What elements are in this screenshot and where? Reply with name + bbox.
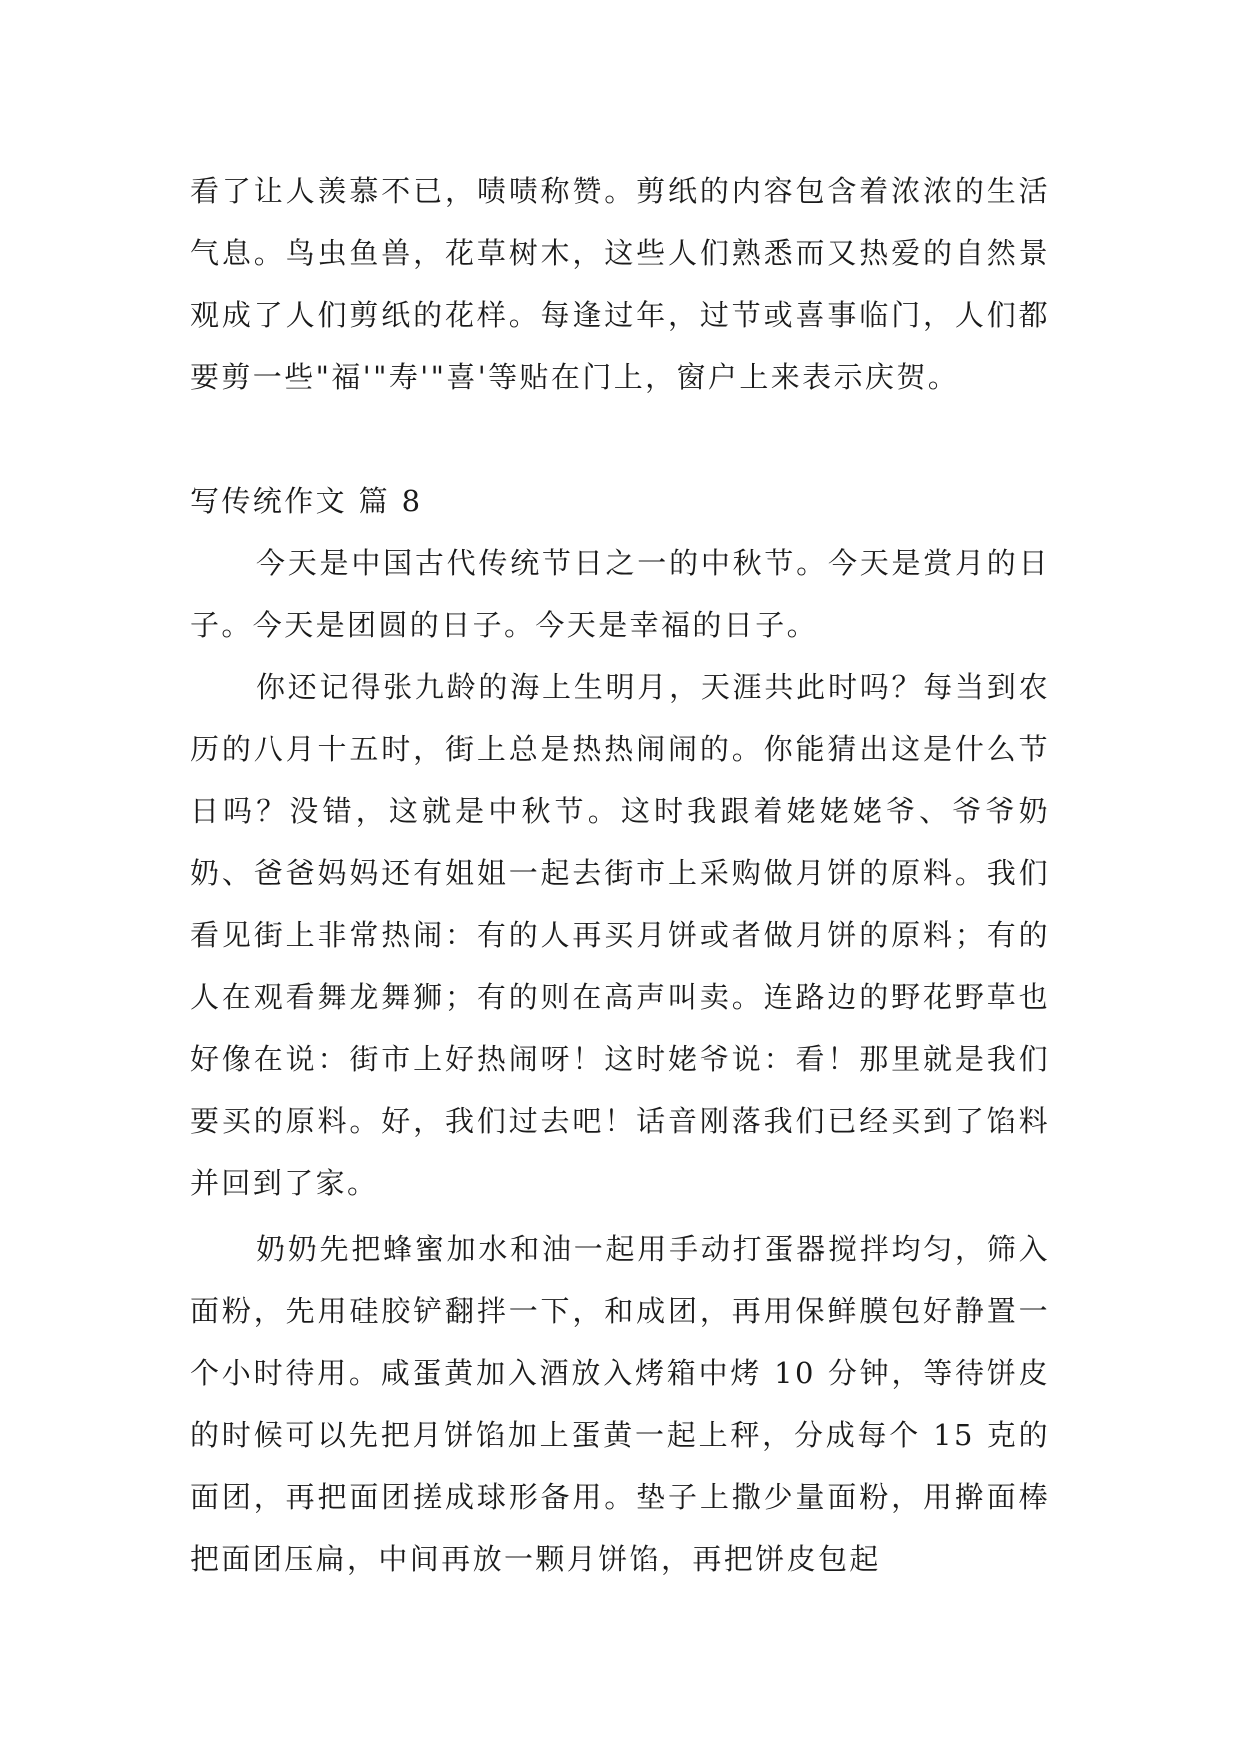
document-page (190, 160, 1050, 1590)
lead-paragraph: 看了让人羡慕不已，啧啧称赞。剪纸的内容包含着浓浓的生活气息。鸟虫鱼兽，花草树木，这些人们熟悉而又热爱的自然景观成了人们剪纸的花样。每逢过年，过节或喜事临门，人们都要剪一些"福'"寿'"喜'等贴在门上，窗户上来表示庆贺。 (190, 174, 1050, 394)
section-spacer (190, 408, 1050, 470)
body-paragraph: 你还记得张九龄的海上生明月，天涯共此时吗？每当到农历的八月十五时，街上总是热热闹闹的。你能猜出这是什么节日吗？没错，这就是中秋节。这时我跟着姥姥姥爷、爷爷奶奶、爸爸妈妈还有姐姐一起去街市上采购做月饼的原料。我们看见街上非常热闹：有的人再买月饼或者做月饼的原料；有的人在观看舞龙舞狮；有的则在高声叫卖。连路边的野花野草也好像在说：街市上好热闹呀！这时姥爷说：看！那里就是我们要买的原料。好，我们过去吧！话音刚落我们已经买到了馅料并回到了家。 (190, 670, 1050, 1200)
body-paragraph: 奶奶先把蜂蜜加水和油一起用手动打蛋器搅拌均匀，筛入面粉，先用硅胶铲翻拌一下，和成团，再用保鲜膜包好静置一个小时待用。咸蛋黄加入酒放入烤箱中烤 10 分钟，等待饼皮的时候可以先把月饼馅加上蛋黄一起上秤，分成每个 15 克的面团，再把面团搓成球形备用。垫子上撒少量面粉，用擀面棒把面团压扁，中间再放一颗月饼馅，再把饼皮包起 (190, 1232, 1050, 1576)
body-paragraph: 今天是中国古代传统节日之一的中秋节。今天是赏月的日子。今天是团圆的日子。今天是幸福的日子。 (190, 546, 1050, 642)
section-heading: 写传统作文 篇 8 (190, 484, 423, 518)
